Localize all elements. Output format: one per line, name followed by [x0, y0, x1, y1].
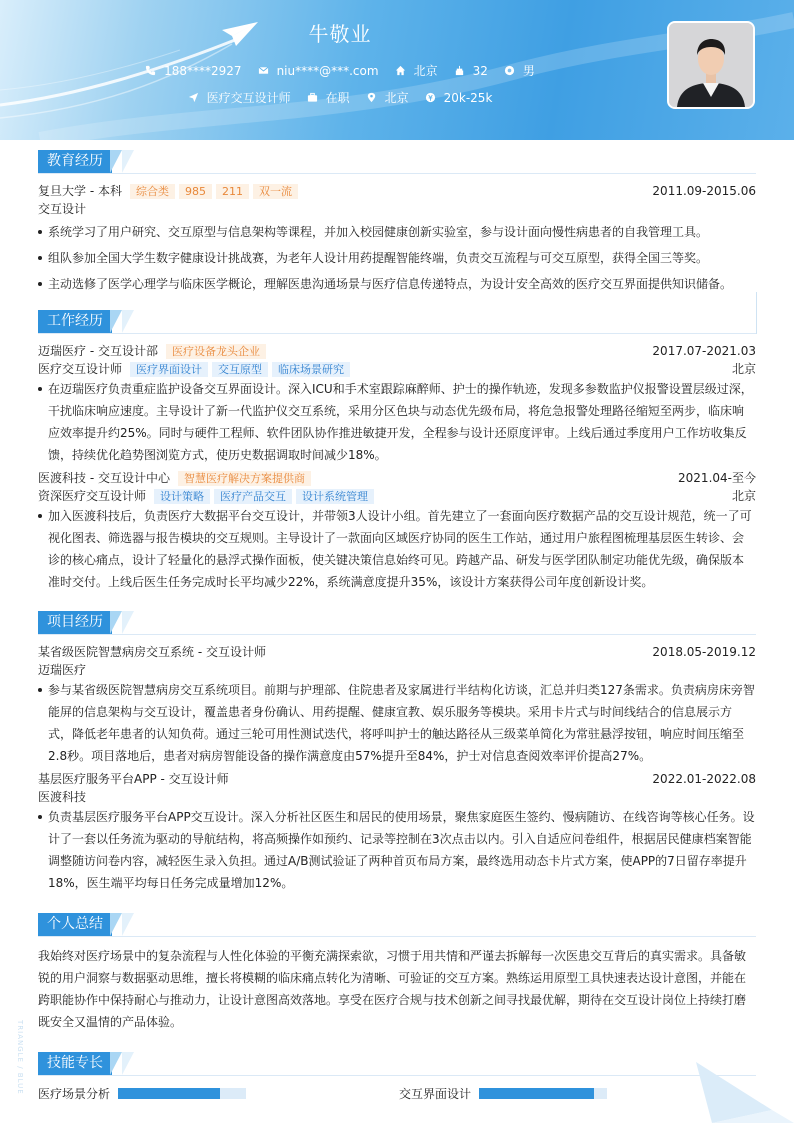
skills-list	[38, 1083, 756, 1103]
work-city: 北京	[731, 489, 756, 503]
project-title-row	[38, 643, 756, 661]
description-line: 准时交付。上线后医生任务完成时长平均减少22%，系统满意度提升35%，该设计方案获得公司年度创新设计奖。	[48, 575, 654, 589]
work-description	[38, 505, 756, 593]
role-tag: 临床场景研究	[272, 362, 350, 377]
major-text: 交互设计	[38, 202, 87, 216]
salary-icon	[425, 92, 436, 103]
work-company-row	[38, 342, 756, 360]
description-line: 干扰临床响应速度。主导设计了新一代监护仪交互系统，采用分区色块与动态优先级布局，将危急报警处理路径缩短至两步，临床响	[48, 404, 745, 418]
description-line: 馈，持续优化趋势图浏览方式，使历史数据调取时间减少18%。	[48, 448, 387, 462]
skill-level-bar	[479, 1088, 607, 1099]
company-tag: 智慧医疗解决方案提供商	[178, 471, 311, 486]
project-title-row	[38, 770, 756, 788]
job-status-text: 在职	[325, 91, 350, 105]
city-item	[395, 62, 438, 79]
location-pin-icon	[366, 92, 377, 103]
school-tag: 双一流	[253, 184, 298, 199]
title-tail-decoration	[110, 150, 122, 173]
role-tag: 设计策略	[154, 489, 210, 504]
education-section	[38, 150, 756, 295]
gender-item	[504, 62, 535, 79]
job-title-item	[188, 89, 291, 106]
work-period: 2017.07-2021.03	[652, 344, 756, 358]
job-title-text: 医疗交互设计师	[206, 91, 291, 105]
email-text: niu****@***.com	[276, 63, 379, 78]
summary-line: 锐的用户洞察与数据驱动思维，擅长将模糊的临床痛点转化为清晰、可验证的交互方案。熟练运用原型工具快速表达设计意图，并能在	[38, 971, 747, 985]
phone-item	[145, 64, 241, 78]
description-line: 参与某省级医院智慧病房交互系统项目。前期与护理部、住院患者及家属进行半结构化访谈，汇总并归类127条需求。负责病房床旁智	[48, 683, 755, 697]
role-tag: 设计系统管理	[296, 489, 374, 504]
project-org-row	[38, 661, 756, 679]
description-line: 能屏的信息架构与交互设计，覆盖患者身份确认、用药提醒、健康宣教、娱乐服务等模块。采用卡片式与时间线结合的信息展示方	[48, 705, 733, 719]
description-line: 诊的核心痛点，设计了轻量化的悬浮式操作面板，使关键决策信息始终可见。跨越产品、研发与医学团队制定功能优先级，确保版本	[48, 553, 745, 567]
contact-row	[0, 62, 680, 79]
description-line: 式，降低老年患者的认知负荷。通过三轮可用性测试迭代，将呼叫护士的触达路径从三级菜单简化为常驻悬浮按钮，响应时间压缩至	[48, 727, 745, 741]
education-major	[38, 200, 756, 218]
summary-line: 我始终对医疗场景中的复杂流程与人性化体验的平衡充满探索欲，习惯于用共情和严谨去拆解每一次医患交互背后的真实需求。具备敏	[38, 949, 747, 963]
summary-line: 既安全又温情的产品体验。	[38, 1015, 183, 1029]
title-tail-decoration	[122, 913, 134, 936]
company-name: 医渡科技 - 交互设计中心	[38, 471, 170, 485]
home-icon	[395, 65, 406, 76]
briefcase-icon	[307, 92, 318, 103]
email-item	[258, 64, 379, 78]
summary-text	[38, 945, 756, 1033]
work-section-title	[38, 310, 756, 334]
education-bullet: 系统学习了用户研究、交互原型与信息架构等课程，并加入校园健康创新实验室，参与设计面向慢性病患者的自我管理工具。	[38, 221, 756, 243]
title-tail-decoration	[122, 150, 134, 173]
job-city-item	[366, 89, 409, 106]
job-city-text: 北京	[384, 91, 409, 105]
title-tail-decoration	[110, 1052, 122, 1075]
education-period: 2011.09-2015.06	[652, 184, 756, 198]
city-text: 北京	[413, 64, 438, 78]
description-line: 调整随访问卷内容，减轻医生录入负担。通过A/B测试验证了两种首页布局方案，最终选用动态卡片式方案，使APP的7日留存率提升	[48, 854, 747, 868]
cake-icon	[454, 65, 465, 76]
work-description	[38, 378, 756, 466]
company-tag: 医疗设备龙头企业	[166, 344, 266, 359]
role-tag: 交互原型	[212, 362, 268, 377]
description-line: 2.8秒。项目落地后，患者对病房智能设备的操作满意度由57%提升至84%，护士对信息查阅效率评价提高27%。	[48, 749, 652, 763]
salary-item	[425, 91, 493, 105]
phone-text: 188****2927	[164, 63, 242, 78]
summary-section-title	[38, 913, 756, 937]
company-name: 迈瑞医疗 - 交互设计部	[38, 344, 158, 358]
resume-header	[0, 0, 794, 140]
skill-name: 医疗场景分析	[38, 1086, 111, 1101]
age-text: 32	[472, 63, 488, 78]
description-line: 加入医渡科技后，负责医疗大数据平台交互设计，并带领3人设计小组。首先建立了一套面向医疗数据产品的交互设计规范，统一了可	[48, 509, 752, 523]
work-section-label: 工作经历	[38, 310, 112, 333]
skills-section-title	[38, 1052, 756, 1076]
skill-level-bar	[118, 1088, 246, 1099]
skill-level-fill	[479, 1088, 594, 1099]
projects-section-title	[38, 611, 756, 635]
projects-section-label: 项目经历	[38, 611, 112, 634]
mail-icon	[258, 65, 269, 76]
description-line: 应效率提升约25%。同时与硬件工程师、软件团队协作推进敏捷开发，全程参与设计还原度评审。上线后通过季度用户工作坊收集反	[48, 426, 747, 440]
skill-level-fill	[118, 1088, 220, 1099]
title-tail-decoration	[110, 611, 122, 634]
project-org: 迈瑞医疗	[38, 663, 87, 677]
project-period: 2018.05-2019.12	[652, 645, 756, 659]
project-period: 2022.01-2022.08	[652, 772, 756, 786]
title-tail-decoration	[110, 310, 122, 333]
role-name: 医疗交互设计师	[38, 362, 123, 376]
avatar-portrait	[669, 23, 753, 107]
role-tag: 医疗产品交互	[214, 489, 292, 504]
work-role-row	[38, 360, 756, 378]
project-org-row	[38, 788, 756, 806]
description-line: 18%，医生端平均每日任务完成量增加12%。	[48, 876, 294, 890]
salary-text: 20k-25k	[443, 90, 493, 105]
skills-section	[38, 1052, 756, 1103]
project-description	[38, 806, 756, 894]
avatar	[667, 21, 755, 109]
project-description	[38, 679, 756, 767]
work-city: 北京	[731, 362, 756, 376]
school-tag: 985	[179, 184, 212, 199]
school-tag: 综合类	[130, 184, 175, 199]
role-tag: 医疗界面设计	[130, 362, 208, 377]
job-status-item	[307, 89, 350, 106]
project-org: 医渡科技	[38, 790, 87, 804]
skill-item	[38, 1083, 110, 1103]
corner-triangle-decoration	[692, 1060, 794, 1123]
paper-plane-icon	[188, 92, 199, 103]
description-line: 负责基层医疗服务平台APP交互设计。深入分析社区医生和居民的使用场景，聚焦家庭医生签约、慢病随访、在线咨询等核心任务。设	[48, 810, 755, 824]
title-tail-decoration	[122, 1052, 134, 1075]
divider-line	[756, 292, 757, 334]
project-title: 某省级医院智慧病房交互系统 - 交互设计师	[38, 645, 266, 659]
education-bullet: 主动选修了医学心理学与临床医学概论，理解医患沟通场景与医疗信息传递特点，为设计安全高效的医疗交互界面提供知识储备。	[38, 273, 756, 295]
projects-section	[38, 611, 756, 894]
education-bullet: 组队参加全国大学生数字健康设计挑战赛，为老年人设计用药提醒智能终端，负责交互流程与可交互原型，获得全国三等奖。	[38, 247, 756, 269]
summary-line: 跨职能协作中保持耐心与推动力，让设计意图高效落地。享受在医疗合规与技术创新之间寻找最优解，期待在交互设计岗位上持续打磨	[38, 993, 747, 1007]
title-tail-decoration	[110, 913, 122, 936]
description-line: 视化图表、筛选器与报告模块的交互规则。主导设计了一款面向区域医疗协同的医生工作站，通过用户旅程图梳理基层医生转诊、会	[48, 531, 745, 545]
title-tail-decoration	[122, 611, 134, 634]
work-item	[38, 469, 756, 593]
project-title: 基层医疗服务平台APP - 交互设计师	[38, 772, 229, 786]
skills-section-label: 技能专长	[38, 1052, 112, 1075]
project-item	[38, 770, 756, 894]
education-header-row	[38, 182, 756, 200]
gender-text: 男	[522, 64, 535, 78]
school-name: 复旦大学 - 本科	[38, 184, 122, 198]
project-item	[38, 643, 756, 767]
work-section	[38, 310, 756, 593]
candidate-name: 牛敬业	[308, 22, 372, 46]
education-section-label: 教育经历	[38, 150, 112, 173]
summary-section	[38, 913, 756, 1033]
description-line: 在迈瑞医疗负责重症监护设备交互界面设计。深入ICU和手术室跟踪麻醉师、护士的操作轨迹，发现多参数监护仪报警设置层级过深，	[48, 382, 753, 396]
role-name: 资深医疗交互设计师	[38, 489, 147, 503]
school-tag: 211	[216, 184, 249, 199]
description-line: 计了一套以任务流为驱动的导航结构，将高频操作如预约、记录等控制在3次点击以内。引入自适应问卷组件，根据居民健康档案智能	[48, 832, 752, 846]
phone-icon	[145, 65, 156, 76]
work-item	[38, 342, 756, 466]
work-company-row	[38, 469, 756, 487]
template-watermark: TRIANGLE / BLUE	[16, 1020, 24, 1095]
work-period: 2021.04-至今	[678, 471, 756, 485]
job-intention-row	[0, 89, 680, 106]
skill-name: 交互界面设计	[399, 1086, 472, 1101]
title-tail-decoration	[122, 310, 134, 333]
summary-section-label: 个人总结	[38, 913, 112, 936]
age-item	[454, 64, 488, 78]
gender-icon	[504, 65, 515, 76]
skill-item	[399, 1083, 471, 1103]
education-section-title	[38, 150, 756, 174]
work-role-row	[38, 487, 756, 505]
